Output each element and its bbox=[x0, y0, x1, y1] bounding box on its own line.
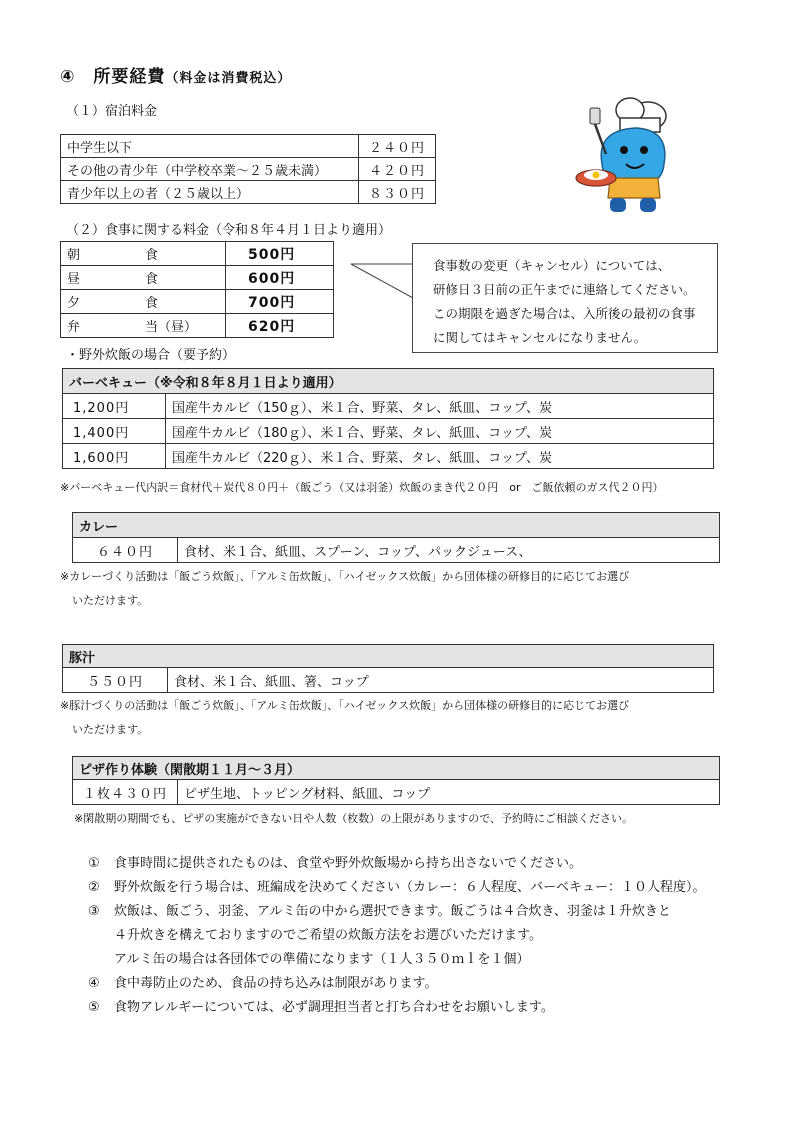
table-row bbox=[61, 266, 334, 290]
stay-name: 中学生以下 bbox=[61, 135, 359, 158]
list-item bbox=[88, 972, 706, 996]
note-number: ③ bbox=[88, 904, 100, 919]
stay-name: 青少年以上の者（２５歳以上） bbox=[61, 181, 359, 204]
tonjiru-note-cont: いただけます。 bbox=[72, 723, 149, 736]
table-row bbox=[63, 668, 714, 693]
bbq-header: バーベキュー（※令和８年８月１日より適用） bbox=[63, 369, 714, 394]
bbq-price: 1,200円 bbox=[63, 394, 166, 419]
meal-name-cell bbox=[61, 266, 226, 290]
section-heading bbox=[60, 62, 291, 87]
tonjiru-header: 豚汁 bbox=[63, 645, 714, 668]
table-row bbox=[63, 645, 714, 668]
note-text: 食物アレルギーについては、必ず調理担当者と打ち合わせをお願いします。 bbox=[114, 1000, 554, 1015]
note-number: ⑤ bbox=[88, 1000, 100, 1015]
table-row bbox=[61, 135, 436, 158]
meal-name-suffix: 食 bbox=[145, 296, 159, 311]
tonjiru-price: ５５０円 bbox=[63, 668, 168, 693]
section-title-note: （料金は消費税込） bbox=[165, 71, 292, 86]
cancel-notice-balloon bbox=[412, 243, 718, 353]
meal-name-cell bbox=[61, 242, 226, 266]
meal-table bbox=[60, 241, 334, 338]
balloon-line: 食事数の変更（キャンセル）については、 bbox=[433, 258, 671, 273]
table-row bbox=[61, 242, 334, 266]
meal-name-cell bbox=[61, 290, 226, 314]
curry-desc: 食材、米１合、紙皿、スプーン、コップ、パックジュース、 bbox=[178, 538, 720, 563]
table-row bbox=[63, 394, 714, 419]
note-text: 野外炊飯を行う場合は、班編成を決めてください（カレー：６人程度、バーベキュー：１０人程度）。 bbox=[114, 880, 706, 895]
bbq-price: 1,400円 bbox=[63, 419, 166, 444]
notes-list bbox=[88, 852, 706, 1020]
list-item bbox=[88, 852, 706, 876]
table-row bbox=[61, 314, 334, 338]
list-item bbox=[88, 876, 706, 900]
meal-name: 弁 bbox=[67, 320, 81, 335]
list-item bbox=[88, 948, 706, 972]
table-row bbox=[61, 290, 334, 314]
list-item bbox=[88, 996, 706, 1020]
bbq-table bbox=[62, 368, 714, 469]
list-item bbox=[88, 900, 706, 924]
note-text: アルミ缶の場合は各団体での準備になります（１人３５０ｍｌを１個） bbox=[114, 952, 530, 967]
balloon-line: 研修日３日前の正午までに連絡してください。 bbox=[433, 282, 696, 297]
stay-name: その他の青少年（中学校卒業～２５歳未満） bbox=[61, 158, 359, 181]
meal-price: 500円 bbox=[226, 242, 334, 266]
tonjiru-table bbox=[62, 644, 714, 693]
stay-table bbox=[60, 134, 436, 204]
stay-price: ４２０円 bbox=[359, 158, 436, 181]
stay-price: ８３０円 bbox=[359, 181, 436, 204]
bbq-desc: 国産牛カルビ（150ｇ）、米１合、野菜、タレ、紙皿、コップ、炭 bbox=[166, 394, 714, 419]
balloon-line: に関してはキャンセルになりません。 bbox=[433, 330, 647, 345]
table-row bbox=[63, 369, 714, 394]
table-row bbox=[73, 780, 720, 805]
meal-name-suffix: 当（昼） bbox=[145, 320, 198, 335]
chef-mascot-illustration bbox=[566, 94, 682, 216]
table-row bbox=[73, 538, 720, 563]
tonjiru-desc: 食材、米１合、紙皿、箸、コップ bbox=[168, 668, 714, 693]
note-number: ② bbox=[88, 880, 100, 895]
note-number: ④ bbox=[88, 976, 100, 991]
curry-note-cont: いただけます。 bbox=[72, 594, 149, 607]
pizza-price: １枚４３０円 bbox=[73, 780, 178, 805]
note-text: 食中毒防止のため、食品の持ち込みは制限があります。 bbox=[114, 976, 438, 991]
meal-label: （２）食事に関する料金（令和８年４月１日より適用） bbox=[66, 223, 392, 238]
curry-header: カレー bbox=[73, 513, 720, 538]
meal-price: 620円 bbox=[226, 314, 334, 338]
table-row bbox=[73, 513, 720, 538]
meal-name-cell bbox=[61, 314, 226, 338]
curry-table bbox=[72, 512, 720, 563]
bbq-desc: 国産牛カルビ（220ｇ）、米１合、野菜、タレ、紙皿、コップ、炭 bbox=[166, 444, 714, 469]
section-number: ④ bbox=[60, 67, 76, 87]
pizza-table bbox=[72, 756, 720, 805]
stay-label: （１）宿泊料金 bbox=[66, 104, 158, 119]
list-item bbox=[88, 924, 706, 948]
balloon-pointer bbox=[350, 262, 414, 302]
outdoor-cooking-label: ・野外炊飯の場合（要予約） bbox=[66, 348, 236, 363]
pizza-note: ※閑散期の期間でも、ピザの実施ができない日や人数（枚数）の上限がありますので、予約時にご相談ください。 bbox=[74, 812, 633, 825]
meal-name: 夕 bbox=[67, 296, 81, 311]
pizza-desc: ピザ生地、トッピング材料、紙皿、コップ bbox=[178, 780, 720, 805]
note-text: 炊飯は、飯ごう、羽釜、アルミ缶の中から選択できます。飯ごうは４合炊き、羽釜は１升炊きと bbox=[114, 904, 671, 919]
table-row bbox=[63, 419, 714, 444]
note-text: ４升炊きを構えておりますのでご希望の炊飯方法をお選びいただけます。 bbox=[114, 928, 542, 943]
section-title: 所要経費 bbox=[93, 67, 166, 87]
curry-price: ６４０円 bbox=[73, 538, 178, 563]
table-row bbox=[63, 444, 714, 469]
bbq-price: 1,600円 bbox=[63, 444, 166, 469]
curry-note: ※カレーづくり活動は「飯ごう炊飯」、「アルミ缶炊飯」、「ハイゼックス炊飯」から団体様の研修目的に応じてお選び bbox=[60, 570, 630, 583]
meal-price: 600円 bbox=[226, 266, 334, 290]
meal-name: 朝 bbox=[67, 248, 81, 263]
bbq-desc: 国産牛カルビ（180ｇ）、米１合、野菜、タレ、紙皿、コップ、炭 bbox=[166, 419, 714, 444]
note-number: ① bbox=[88, 856, 100, 871]
meal-name-suffix: 食 bbox=[145, 248, 159, 263]
table-row bbox=[61, 181, 436, 204]
stay-price: ２４０円 bbox=[359, 135, 436, 158]
pizza-header: ピザ作り体験（閑散期１１月～３月） bbox=[73, 757, 720, 780]
balloon-line: この期限を過ぎた場合は、入所後の最初の食事 bbox=[433, 306, 696, 321]
table-row bbox=[61, 158, 436, 181]
meal-price: 700円 bbox=[226, 290, 334, 314]
note-text: 食事時間に提供されたものは、食堂や野外炊飯場から持ち出さないでください。 bbox=[114, 856, 583, 871]
meal-name: 昼 bbox=[67, 272, 81, 287]
meal-name-suffix: 食 bbox=[145, 272, 159, 287]
bbq-note: ※バーベキュー代内訳＝食材代＋炭代８０円＋（飯ごう（又は羽釜）炊飯のまき代２０円 or ご飯依頼のガス代２０円） bbox=[60, 481, 664, 494]
tonjiru-note: ※豚汁づくりの活動は「飯ごう炊飯」、「アルミ缶炊飯」、「ハイゼックス炊飯」から団体様の研修目的に応じてお選び bbox=[60, 699, 630, 712]
table-row bbox=[73, 757, 720, 780]
